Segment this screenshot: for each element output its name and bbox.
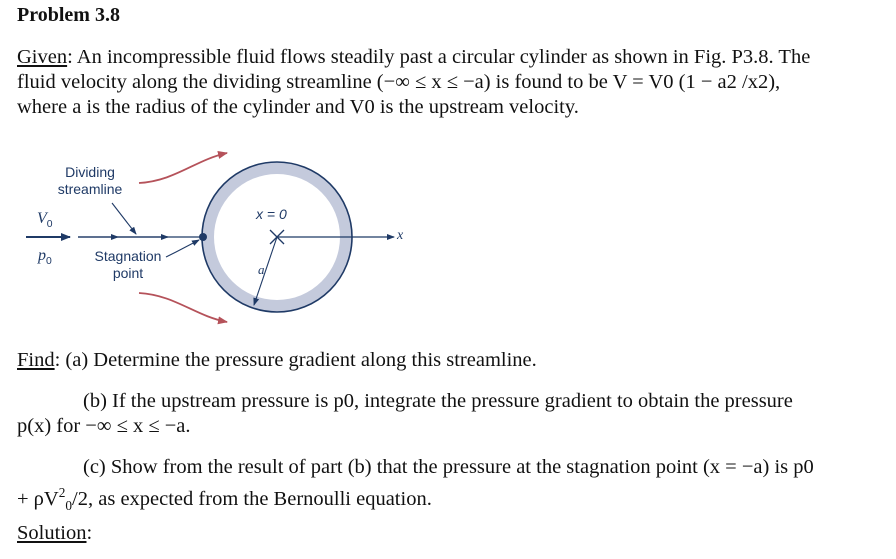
part-c-superscript: 2 [58,485,66,500]
stagnation-leader [166,240,199,257]
given-line-2: fluid velocity along the dividing streamline (−∞ ≤ x ≤ −a) is found to be V = V0 (1 − a2 /x2), [17,71,781,93]
find-label: Find [17,349,55,371]
upstream-velocity-label [37,210,53,230]
problem-title: Problem 3.8 [17,4,120,26]
dividing-streamline-leader [112,203,136,234]
lower-streamline-arrow [139,293,227,322]
upper-streamline-arrow [139,153,227,183]
find-part-c-line-2 [17,480,432,518]
origin-text: x = 0 [256,206,287,222]
stagnation-point-label [86,248,170,282]
find-part-c-line-1: (c) Show from the result of part (b) that the pressure at the stagnation point (x = −a) is p0 [83,456,814,478]
part-c-subscript: 0 [65,497,73,513]
given-text-1: : An incompressible fluid flows steadily past a circular cylinder as shown in Fig. P3.8. The [67,46,811,68]
dividing-label-line2: streamline [57,181,123,197]
stagnation-label-line2: point [112,265,144,281]
solution-colon: : [86,522,93,544]
find-part-b-line-2: p(x) for −∞ ≤ x ≤ −a. [17,415,191,437]
given-line-1 [17,45,810,70]
v-symbol: V [37,210,47,227]
dividing-label-line1: Dividing [65,164,115,180]
find-part-a [17,348,537,373]
p-subscript: 0 [46,256,52,268]
v-subscript: 0 [46,219,53,231]
given-line-3: where a is the radius of the cylinder and V0 is the upstream velocity. [17,96,579,118]
find-part-b-line-1: (b) If the upstream pressure is p0, integrate the pressure gradient to obtain the pressure [83,390,793,412]
radius-label: a [258,262,265,277]
part-c-prefix: + ρV [17,487,59,510]
stagnation-label-line1: Stagnation [94,248,162,264]
part-c-suffix: /2, as expected from the Bernoulli equation. [72,487,432,510]
find-part-a-text: : (a) Determine the pressure gradient along this streamline. [54,349,537,371]
solution-heading [17,521,92,546]
p-symbol: p [38,247,46,264]
figure-p3-8 [0,140,420,340]
upstream-pressure-label [38,247,52,267]
stagnation-point-dot [199,233,207,241]
dividing-streamline-label [48,164,132,198]
origin-label [256,206,287,224]
given-label: Given [17,46,68,68]
axis-label: x [397,228,404,243]
solution-label: Solution [17,522,87,544]
